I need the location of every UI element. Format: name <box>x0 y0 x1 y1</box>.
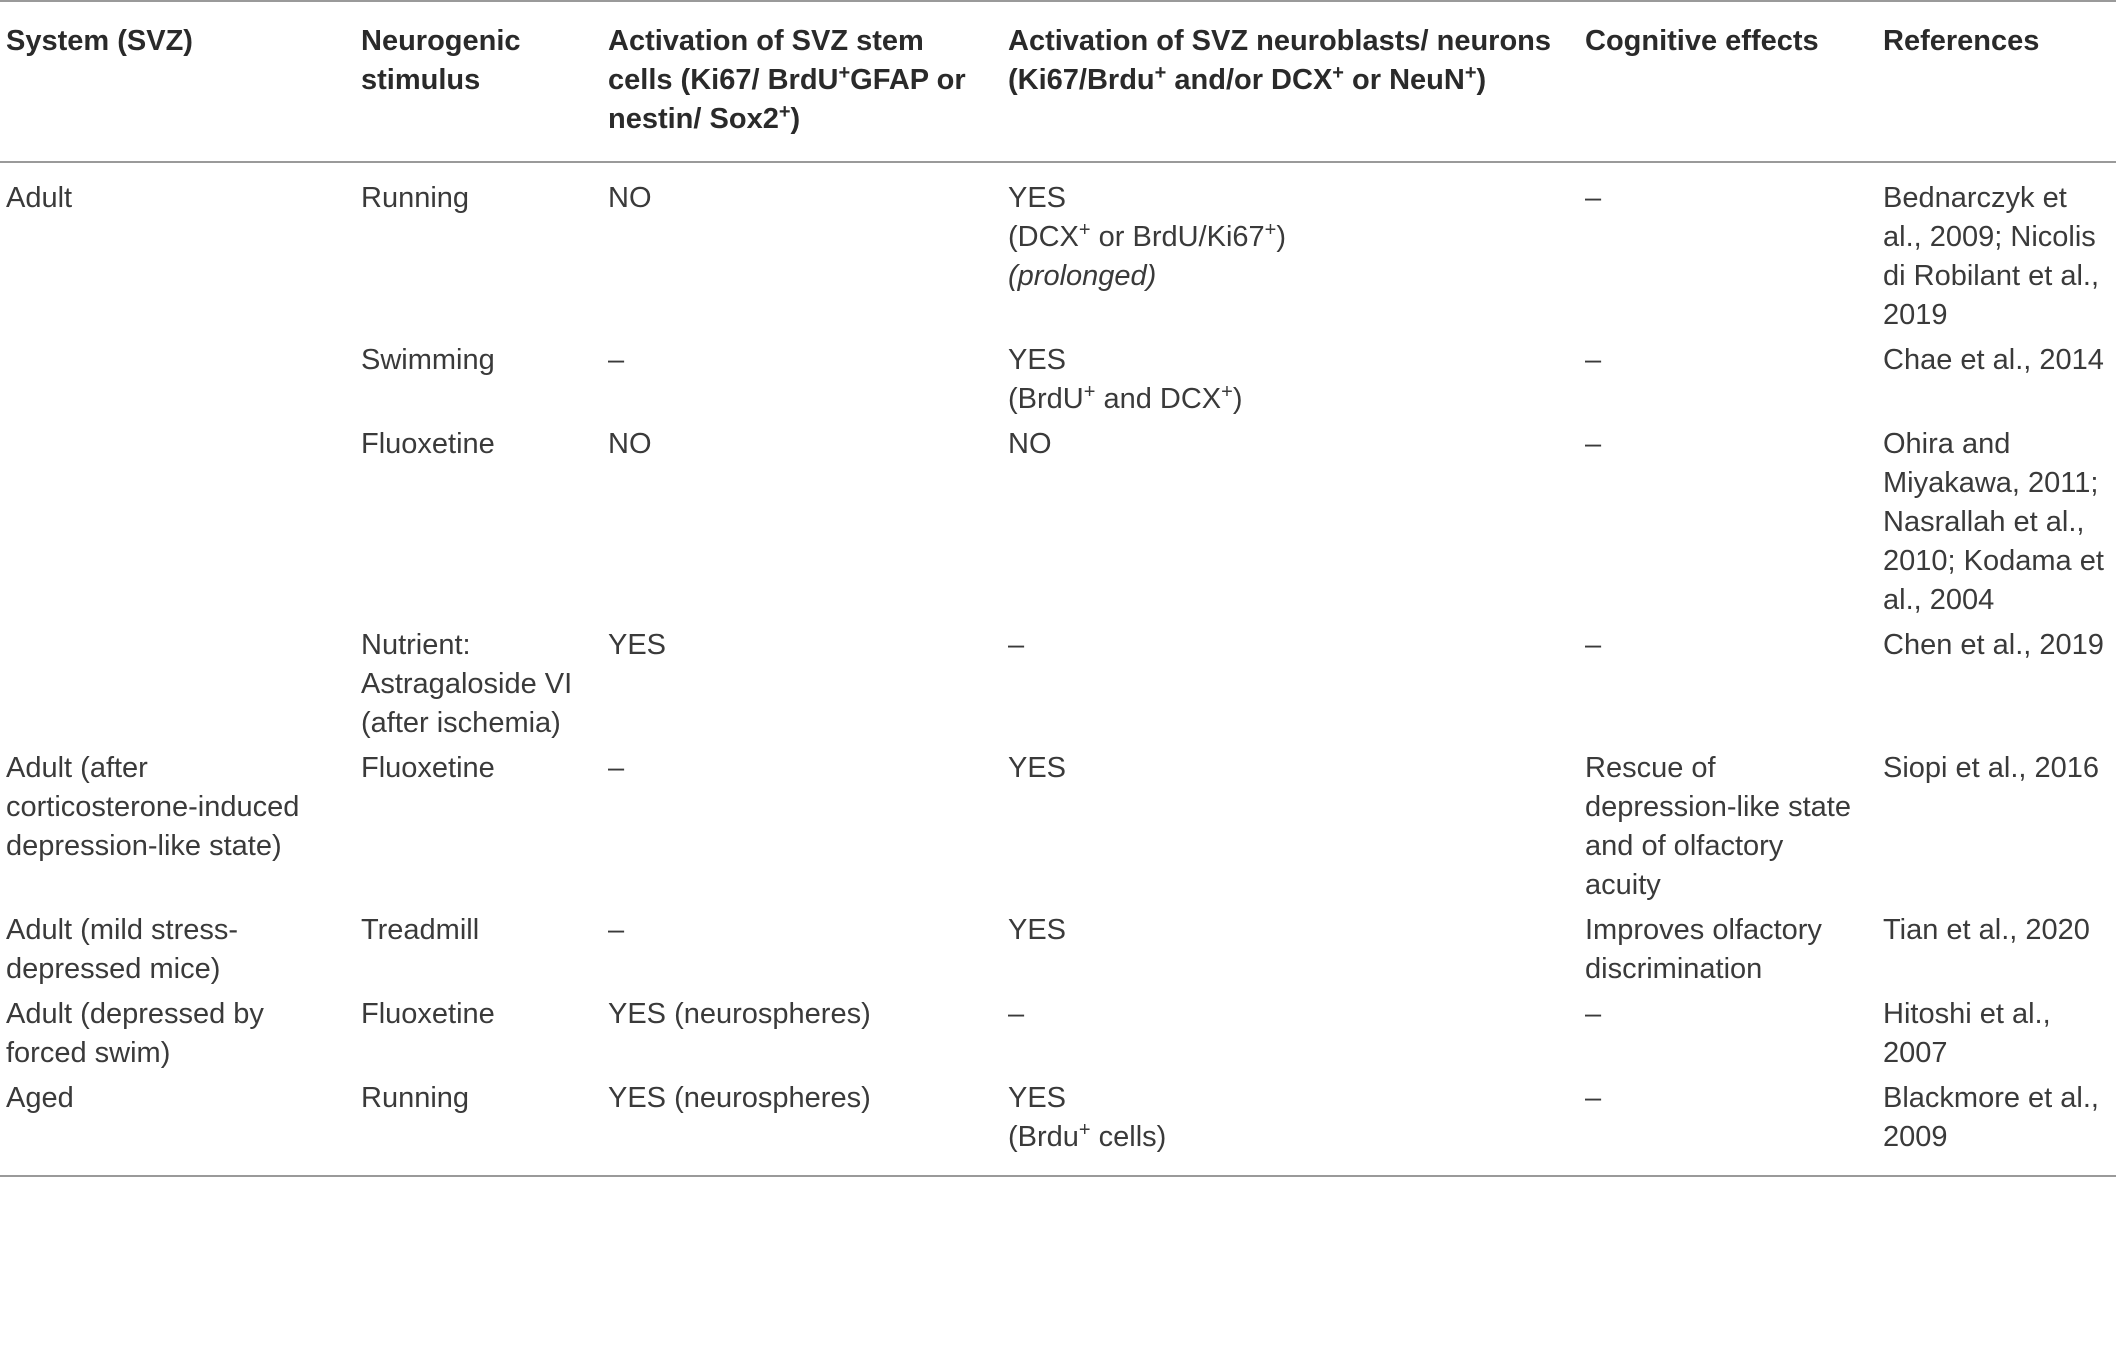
cell-neuroblast-activation <box>1002 911 1579 995</box>
cell-reference: Chae et al., 2014 <box>1883 344 2104 376</box>
cell-stem-activation: – <box>608 914 625 946</box>
header-stimulus: Neurogenic stimulus <box>361 25 521 96</box>
cell-stem-activation: YES (neurospheres) <box>608 1082 871 1114</box>
neuroblast-result: YES <box>1008 1082 1067 1114</box>
cell-cognitive-effects: – <box>1585 1082 1602 1114</box>
cell-stem-activation: YES (neurospheres) <box>608 998 871 1030</box>
cell-cognitive-effects: – <box>1585 182 1602 214</box>
cell-neuroblast-activation <box>1002 425 1579 626</box>
neuroblast-result: YES <box>1008 344 1067 376</box>
cell-cognitive-effects: – <box>1585 998 1602 1030</box>
cell-system: Adult (mild stress-depressed mice) <box>6 914 239 985</box>
neuroblast-markers: (BrdU+ and DCX+) <box>1008 381 1243 415</box>
cell-cognitive-effects: – <box>1585 344 1602 376</box>
cell-system <box>0 425 355 626</box>
cell-stem-activation: – <box>608 752 625 784</box>
neuroblast-markers: (Brdu+ cells) <box>1008 1119 1167 1153</box>
cell-reference: Chen et al., 2019 <box>1883 629 2104 661</box>
cell-stimulus: Fluoxetine <box>361 752 495 784</box>
table-row <box>0 162 2116 341</box>
cell-reference: Blackmore et al., 2009 <box>1883 1082 2099 1153</box>
cell-neuroblast-activation <box>1002 626 1579 749</box>
cell-system: Adult (after corticosterone-induced depression-like state) <box>6 752 300 862</box>
cell-stimulus: Fluoxetine <box>361 998 495 1030</box>
cell-system: Aged <box>6 1082 74 1114</box>
cell-reference: Tian et al., 2020 <box>1883 914 2090 946</box>
neuroblast-result: YES <box>1008 182 1067 214</box>
cell-reference: Siopi et al., 2016 <box>1883 752 2100 784</box>
cell-stimulus: Running <box>361 1082 470 1114</box>
cell-reference: Ohira and Miyakawa, 2011; Nasrallah et al., 2010; Kodama et al., 2004 <box>1883 428 2104 616</box>
cell-cognitive-effects: – <box>1585 428 1602 460</box>
cell-cognitive-effects: Rescue of depression-like state and of olfactory acuity <box>1585 752 1851 901</box>
cell-stimulus: Nutrient: Astragaloside VI (after ischemia) <box>361 629 573 739</box>
cell-stem-activation: YES <box>608 629 667 661</box>
header-stem-cells: Activation of SVZ stem cells (Ki67/ BrdU+GFAP or nestin/ Sox2+) <box>608 25 966 135</box>
table-row <box>0 1079 2116 1176</box>
cell-system: Adult <box>6 182 73 214</box>
neuroblast-result: – <box>1008 629 1025 661</box>
cell-neuroblast-activation <box>1002 162 1579 341</box>
cell-reference: Bednarczyk et al., 2009; Nicolis di Robilant et al., 2019 <box>1883 182 2100 331</box>
cell-neuroblast-activation <box>1002 1079 1579 1176</box>
table-row <box>0 749 2116 911</box>
neuroblast-markers: (DCX+ or BrdU/Ki67+) <box>1008 219 1287 253</box>
header-cognitive: Cognitive effects <box>1585 25 1819 57</box>
cell-stem-activation: NO <box>608 182 652 214</box>
cell-system <box>0 341 355 425</box>
header-neuroblasts: Activation of SVZ neuroblasts/ neurons (Ki67/Brdu+ and/or DCX+ or NeuN+) <box>1008 25 1552 96</box>
cell-stem-activation: – <box>608 344 625 376</box>
table-body <box>0 162 2116 1176</box>
cell-neuroblast-activation <box>1002 995 1579 1079</box>
header-references: References <box>1883 25 2040 57</box>
table-row <box>0 626 2116 749</box>
neuroblast-result: – <box>1008 998 1025 1030</box>
cell-cognitive-effects: – <box>1585 629 1602 661</box>
cell-stimulus: Fluoxetine <box>361 428 495 460</box>
cell-stimulus: Running <box>361 182 470 214</box>
cell-neuroblast-activation <box>1002 749 1579 911</box>
header-system: System (SVZ) <box>6 25 193 57</box>
table-row <box>0 911 2116 995</box>
cell-stem-activation: NO <box>608 428 652 460</box>
cell-system <box>0 626 355 749</box>
table-row <box>0 995 2116 1079</box>
neuroblast-result: NO <box>1008 428 1052 460</box>
neuroblast-result: YES <box>1008 752 1067 784</box>
neuroblast-result: YES <box>1008 914 1067 946</box>
table-header-row <box>0 1 2116 162</box>
table-row <box>0 425 2116 626</box>
cell-system: Adult (depressed by forced swim) <box>6 998 264 1069</box>
cell-cognitive-effects: Improves olfactory discrimination <box>1585 914 1822 985</box>
table-row <box>0 341 2116 425</box>
cell-stimulus: Treadmill <box>361 914 480 946</box>
cell-stimulus: Swimming <box>361 344 495 376</box>
cell-reference: Hitoshi et al., 2007 <box>1883 998 2051 1069</box>
neuroblast-note: (prolonged) <box>1008 260 1157 292</box>
cell-neuroblast-activation <box>1002 341 1579 425</box>
